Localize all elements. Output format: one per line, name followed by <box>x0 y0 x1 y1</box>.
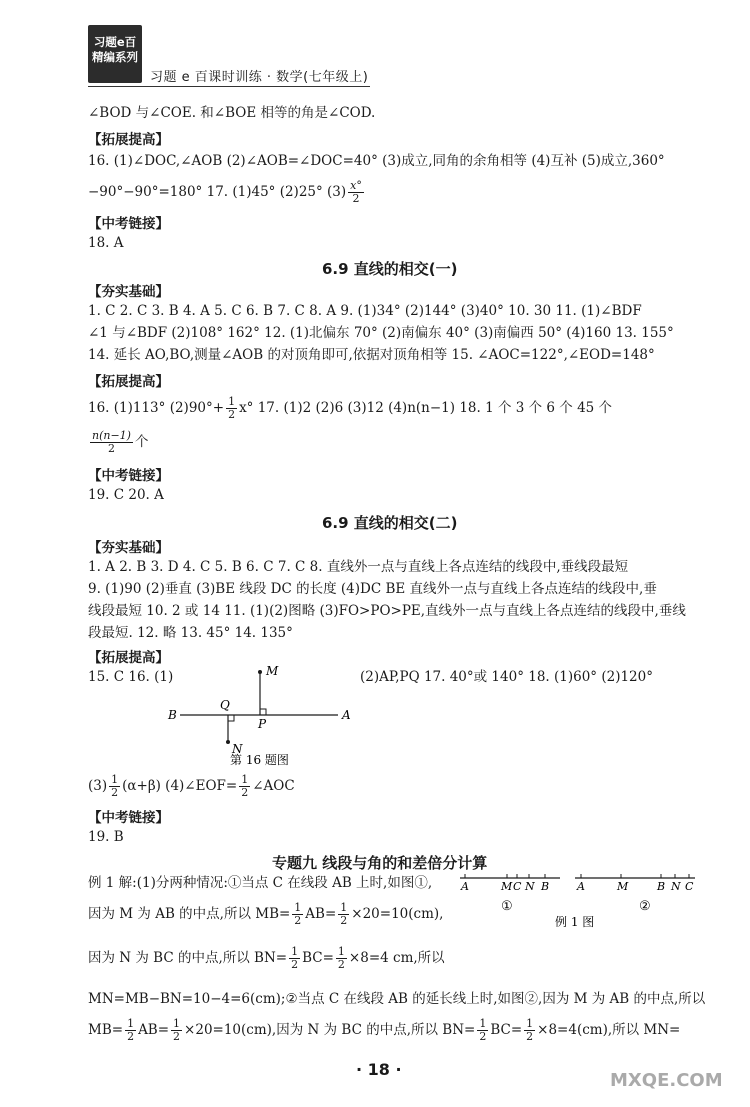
right-angle-mark <box>228 715 234 721</box>
svg-text:A: A <box>577 880 585 893</box>
section-heading: 【拓展提高】 <box>88 132 169 148</box>
label-m: M <box>266 664 279 678</box>
answer-line: 15. C 16. (1) <box>88 669 174 685</box>
section-heading: 【拓展提高】 <box>88 650 169 666</box>
example-1-figure <box>455 868 705 933</box>
figure-16 <box>160 660 360 780</box>
answer-line: (3) $\frac{1}{2}$ (α+β) (4)∠EOF= $\frac{1}{2}$ ∠AOC <box>88 773 295 799</box>
label-b: B <box>168 708 177 722</box>
section-title: 专题九 线段与角的和差倍分计算 <box>272 854 488 872</box>
answer-line: ∠BOD 与∠COE. 和∠BOE 相等的角是∠COD. <box>88 105 376 121</box>
section-heading: 【中考链接】 <box>88 468 169 484</box>
answer-line: (2)AP,PQ 17. 40°或 140° 18. (1)60° (2)120° <box>360 669 653 685</box>
answer-line: MB= $\frac{1}{2}$ AB= $\frac{1}{2}$ ×20=10(cm),因为 N 为 BC 的中点,所以 BN= $\frac{1}{2}$ BC= $\frac{1}{2}$ ×8=4(cm),所以 MN= <box>88 1017 681 1043</box>
answer-line: MN=MB−BN=10−4=6(cm);②当点 C 在线段 AB 的延长线上时,如图②,因为 M 为 AB 的中点,所以 <box>88 991 706 1007</box>
svg-text:B: B <box>657 880 666 893</box>
fraction: $\frac{x^\circ}{2}$ <box>350 179 362 205</box>
answer-line: 因为 M 为 AB 的中点,所以 MB= $\frac{1}{2}$ AB= $\frac{1}{2}$ ×20=10(cm), <box>88 901 444 927</box>
fraction: $\frac{1}{2}$ <box>526 1017 534 1043</box>
answer-line: $\frac{n(n-1)}{2}$ 个 <box>92 429 149 455</box>
watermark: MXQE.COM <box>610 1070 723 1091</box>
fraction: $\frac{1}{2}$ <box>173 1017 181 1043</box>
svg-text:N: N <box>671 880 681 893</box>
svg-text:A: A <box>461 880 469 893</box>
svg-text:B: B <box>541 880 550 893</box>
fraction: $\frac{1}{2}$ <box>479 1017 487 1043</box>
fraction: $\frac{1}{2}$ <box>241 773 249 799</box>
page-number: · 18 · <box>356 1060 402 1079</box>
point-n <box>226 740 230 744</box>
answer-line: ∠1 与∠BDF (2)108° 162° 12. (1)北偏东 70° (2)南偏东 40° (3)南偏西 50° (4)160 13. 155° <box>88 325 674 341</box>
figure-caption: 第 16 题图 <box>230 753 289 767</box>
fraction: $\frac{n(n-1)}{2}$ <box>92 429 131 455</box>
section-heading: 【拓展提高】 <box>88 374 169 390</box>
right-angle-mark <box>260 709 266 715</box>
fraction: $\frac{1}{2}$ <box>228 395 236 421</box>
figure-caption: 例 1 图 <box>555 915 595 929</box>
fraction: $\frac{1}{2}$ <box>127 1017 135 1043</box>
logo-line2: 精编系列 <box>92 50 138 64</box>
answer-line: 1. A 2. B 3. D 4. C 5. B 6. C 7. C 8. 直线外一点与直线上各点连结的线段中,垂线段最短 <box>88 559 629 575</box>
answer-line: 18. A <box>88 235 124 251</box>
label-q: Q <box>220 698 230 712</box>
fraction: $\frac{1}{2}$ <box>294 901 302 927</box>
section-heading: 【中考链接】 <box>88 810 169 826</box>
section-heading: 【夯实基础】 <box>88 540 169 556</box>
svg-text:①: ① <box>501 899 513 914</box>
answer-line: 因为 N 为 BC 的中点,所以 BN= $\frac{1}{2}$ BC= $\frac{1}{2}$ ×8=4 cm,所以 <box>88 945 445 971</box>
fraction: $\frac{1}{2}$ <box>337 945 345 971</box>
label-n: N <box>232 742 243 756</box>
answer-line: 16. (1)∠DOC,∠AOB (2)∠AOB=∠DOC=40° (3)成立,同角的余角相等 (4)互补 (5)成立,360° <box>88 153 665 169</box>
label-a: A <box>342 708 351 722</box>
answer-line: 16. (1)113° (2)90°+ $\frac{1}{2}$ x° 17. (1)2 (2)6 (3)12 (4)n(n−1) 18. 1 个 3 个 6 个 45 个 <box>88 395 613 421</box>
point-m <box>258 670 262 674</box>
answer-line: 9. (1)90 (2)垂直 (3)BE 线段 DC 的长度 (4)DC BE 直线外一点与直线上各点连结的线段中,垂 <box>88 581 657 597</box>
section-title: 6.9 直线的相交(二) <box>322 514 458 532</box>
svg-text:C: C <box>513 880 522 893</box>
svg-text:②: ② <box>639 899 651 914</box>
svg-text:C: C <box>685 880 694 893</box>
series-logo <box>88 25 142 83</box>
fraction: $\frac{1}{2}$ <box>291 945 299 971</box>
answer-line: 线段最短 10. 2 或 14 11. (1)(2)图略 (3)FO>PO>PE,直线外一点与直线上各点连结的线段中,垂线 <box>88 603 686 619</box>
section-heading: 【夯实基础】 <box>88 284 169 300</box>
answer-line: 19. B <box>88 829 124 845</box>
answer-line: 1. C 2. C 3. B 4. A 5. C 6. B 7. C 8. A 9. (1)34° (2)144° (3)40° 10. 30 11. (1)∠BDF <box>88 303 642 319</box>
answer-line: 例 1 解:(1)分两种情况:①当点 C 在线段 AB 上时,如图①, <box>88 875 433 891</box>
svg-text:N: N <box>525 880 535 893</box>
logo-line1: 习题e百 <box>93 35 137 49</box>
section-title: 6.9 直线的相交(一) <box>322 260 458 278</box>
fraction: $\frac{1}{2}$ <box>111 773 119 799</box>
figure-2 <box>575 874 695 914</box>
label-p: P <box>258 717 267 731</box>
section-heading: 【中考链接】 <box>88 216 169 232</box>
answer-line: 14. 延长 AO,BO,测量∠AOB 的对顶角即可,依据对顶角相等 15. ∠AOC=122°,∠EOD=148° <box>88 347 655 363</box>
answer-line <box>88 180 366 205</box>
header-rule <box>88 86 370 87</box>
answer-text: −90°−90°=180° 17. (1)45° (2)25° (3) <box>88 184 347 200</box>
fraction: $\frac{1}{2}$ <box>340 901 348 927</box>
answer-line: 19. C 20. A <box>88 487 164 503</box>
book-title: 习题 e 百课时训练 · 数学(七年级上) <box>150 70 369 85</box>
svg-text:M: M <box>501 880 513 893</box>
answer-line: 段最短. 12. 略 13. 45° 14. 135° <box>88 625 293 641</box>
figure-1 <box>460 874 560 914</box>
svg-text:M: M <box>617 880 629 893</box>
